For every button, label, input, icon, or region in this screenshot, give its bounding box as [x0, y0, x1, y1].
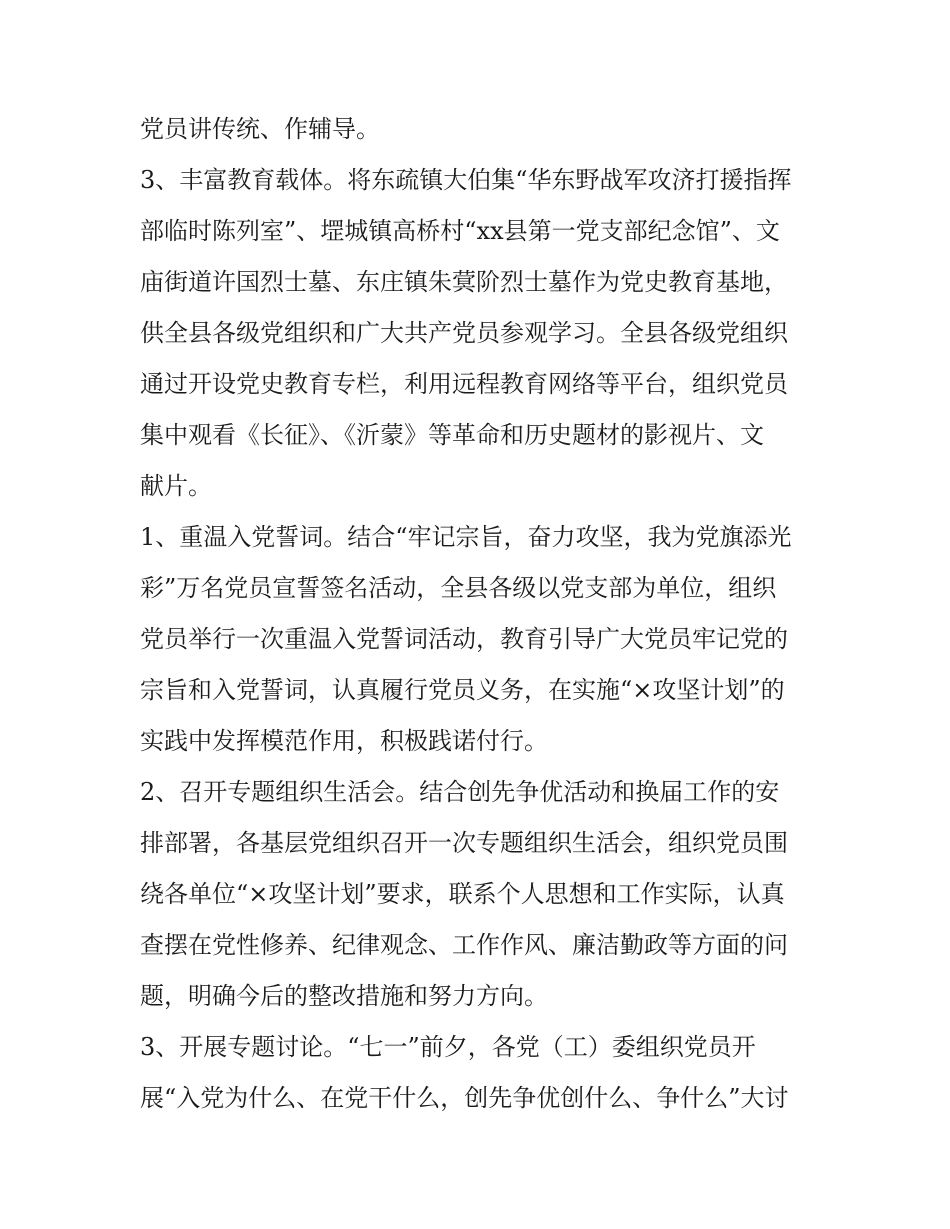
text-line: 展“入党为什么、在党干什么，创先争优创什么、争什么”大讨: [140, 1084, 789, 1112]
text-line: 宗旨和入党誓词，认真履行党员义务，在实施“×攻坚计划”的: [140, 676, 785, 704]
text-line: 庙街道许国烈士墓、东庄镇朱蓂阶烈士墓作为党史教育基地，: [140, 268, 788, 296]
text-line: 绕各单位“×攻坚计划”要求，联系个人思想和工作实际，认真: [140, 880, 785, 908]
text-line: 集中观看《长征》、《沂蒙》等革命和历史题材的影视片、文: [140, 421, 764, 449]
text-line: 部临时陈列室”、堽城镇高桥村“xx县第一党支部纪念馆”、文: [140, 217, 780, 245]
text-line: 1、重温入党誓词。结合“牢记宗旨，奋力攻坚，我为党旗添光: [140, 523, 792, 551]
text-line: 实践中发挥模范作用，积极践诺付行。: [140, 727, 548, 755]
text-line: 3、丰富教育载体。将东疏镇大伯集“华东野战军攻济打援指挥: [140, 166, 792, 194]
text-line: 题，明确今后的整改措施和努力方向。: [140, 982, 548, 1010]
text-line: 查摆在党性修养、纪律观念、工作作风、廉洁勤政等方面的问: [140, 931, 788, 959]
text-line: 通过开设党史教育专栏，利用远程教育网络等平台，组织党员: [140, 370, 788, 398]
text-line: 党员举行一次重温入党誓词活动，教育引导广大党员牢记党的: [140, 625, 788, 653]
text-line: 供全县各级党组织和广大共产党员参观学习。全县各级党组织: [140, 319, 788, 347]
text-line: 彩”万名党员宣誓签名活动，全县各级以党支部为单位，组织: [140, 574, 777, 602]
text-line: 党员讲传统、作辅导。: [140, 115, 380, 143]
text-line: 献片。: [140, 472, 212, 500]
text-line: 排部署，各基层党组织召开一次专题组织生活会，组织党员围: [140, 829, 788, 857]
text-line: 3、开展专题讨论。“七一”前夕，各党（工）委组织党员开: [140, 1033, 756, 1061]
text-line: 2、召开专题组织生活会。结合创先争优活动和换届工作的安: [140, 778, 780, 806]
document-body: [140, 104, 820, 1124]
